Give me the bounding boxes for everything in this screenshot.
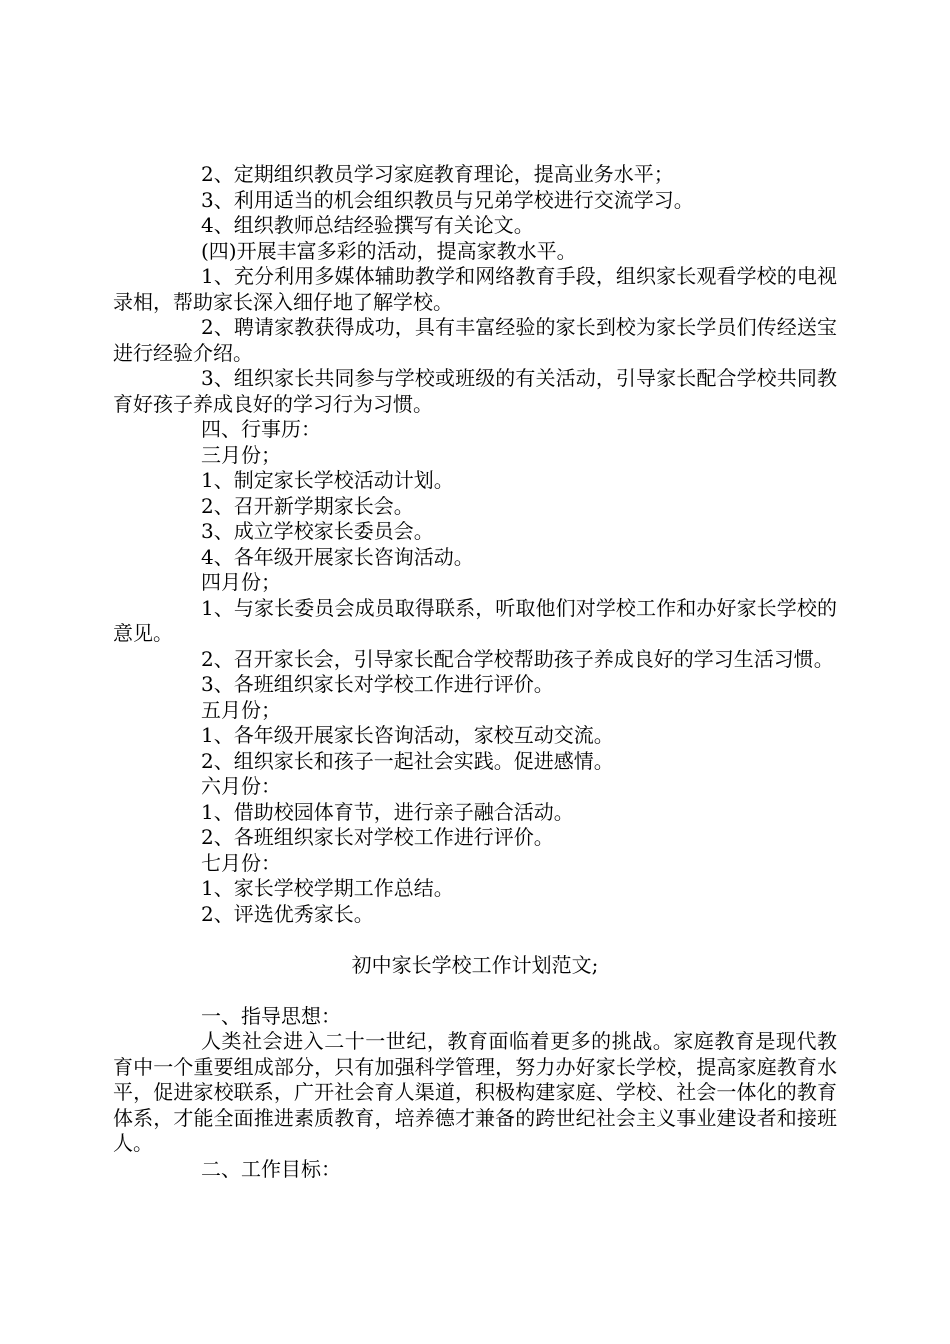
paragraph: 4、组织教师总结经验撰写有关论文。 xyxy=(201,213,534,237)
paragraph: 2、组织家长和孩子一起社会实践。促进感情。 xyxy=(201,748,614,773)
paragraph: 四、行事历： xyxy=(201,417,321,441)
paragraph: 2、召开家长会，引导家长配合学校帮助孩子养成良好的学习生活习惯。 xyxy=(201,646,834,671)
paragraph: 1、制定家长学校活动计划。 xyxy=(201,468,454,492)
paragraph: 五月份； xyxy=(201,697,281,722)
paragraph: 六月份： xyxy=(201,774,281,798)
paragraph: 1、各年级开展家长咨询活动，家校互动交流。 xyxy=(201,723,614,747)
spacer xyxy=(113,978,837,1004)
paragraph: 2、聘请家教获得成功，具有丰富经验的家长到校为家长学员们传经送宝进行经验介绍。 xyxy=(113,315,837,365)
paragraph: 人类社会进入二十一世纪，教育面临着更多的挑战。家庭教育是现代教育中一个重要组成部分，只有加强科学管理，努力办好家长学校，提高家庭教育水平，促进家校联系，广开社会育人渠道，积极构建家庭、学校、社会一体化的教育体系，才能全面推进素质教育，培养德才兼备的跨世纪社会主义事业建设者和接班人。 xyxy=(113,1029,837,1155)
paragraph: 2、评选优秀家长。 xyxy=(201,901,374,926)
paragraph: 3、利用适当的机会组织教员与兄弟学校进行交流学习。 xyxy=(201,187,694,212)
document-body xyxy=(113,162,837,1182)
paragraph: 2、各班组织家长对学校工作进行评价。 xyxy=(201,825,554,849)
paragraph: 1、借助校园体育节，进行亲子融合活动。 xyxy=(201,799,574,824)
paragraph: 三月份； xyxy=(201,442,281,467)
paragraph: 2、定期组织教员学习家庭教育理论，提高业务水平； xyxy=(201,162,674,186)
paragraph: 3、成立学校家长委员会。 xyxy=(201,519,434,543)
paragraph: 七月份： xyxy=(201,850,281,875)
paragraph: 3、各班组织家长对学校工作进行评价。 xyxy=(201,672,554,696)
paragraph: 二、工作目标： xyxy=(201,1156,341,1181)
paragraph: (四)开展丰富多彩的活动，提高家教水平。 xyxy=(201,238,577,263)
paragraph: 3、组织家长共同参与学校或班级的有关活动，引导家长配合学校共同教育好孩子养成良好的学习行为习惯。 xyxy=(113,366,837,416)
paragraph: 4、各年级开展家长咨询活动。 xyxy=(201,544,474,569)
paragraph: 1、与家长委员会成员取得联系，听取他们对学校工作和办好家长学校的意见。 xyxy=(113,595,837,645)
section-title: 初中家长学校工作计划范文; xyxy=(351,952,599,977)
paragraph: 2、召开新学期家长会。 xyxy=(201,493,414,518)
spacer xyxy=(113,927,837,953)
paragraph: 四月份； xyxy=(201,570,281,594)
paragraph: 1、充分利用多媒体辅助教学和网络教育手段，组织家长观看学校的电视录相，帮助家长深入细仔地了解学校。 xyxy=(113,264,837,314)
paragraph: 1、家长学校学期工作总结。 xyxy=(201,876,454,900)
paragraph: 一、指导思想： xyxy=(201,1003,341,1028)
